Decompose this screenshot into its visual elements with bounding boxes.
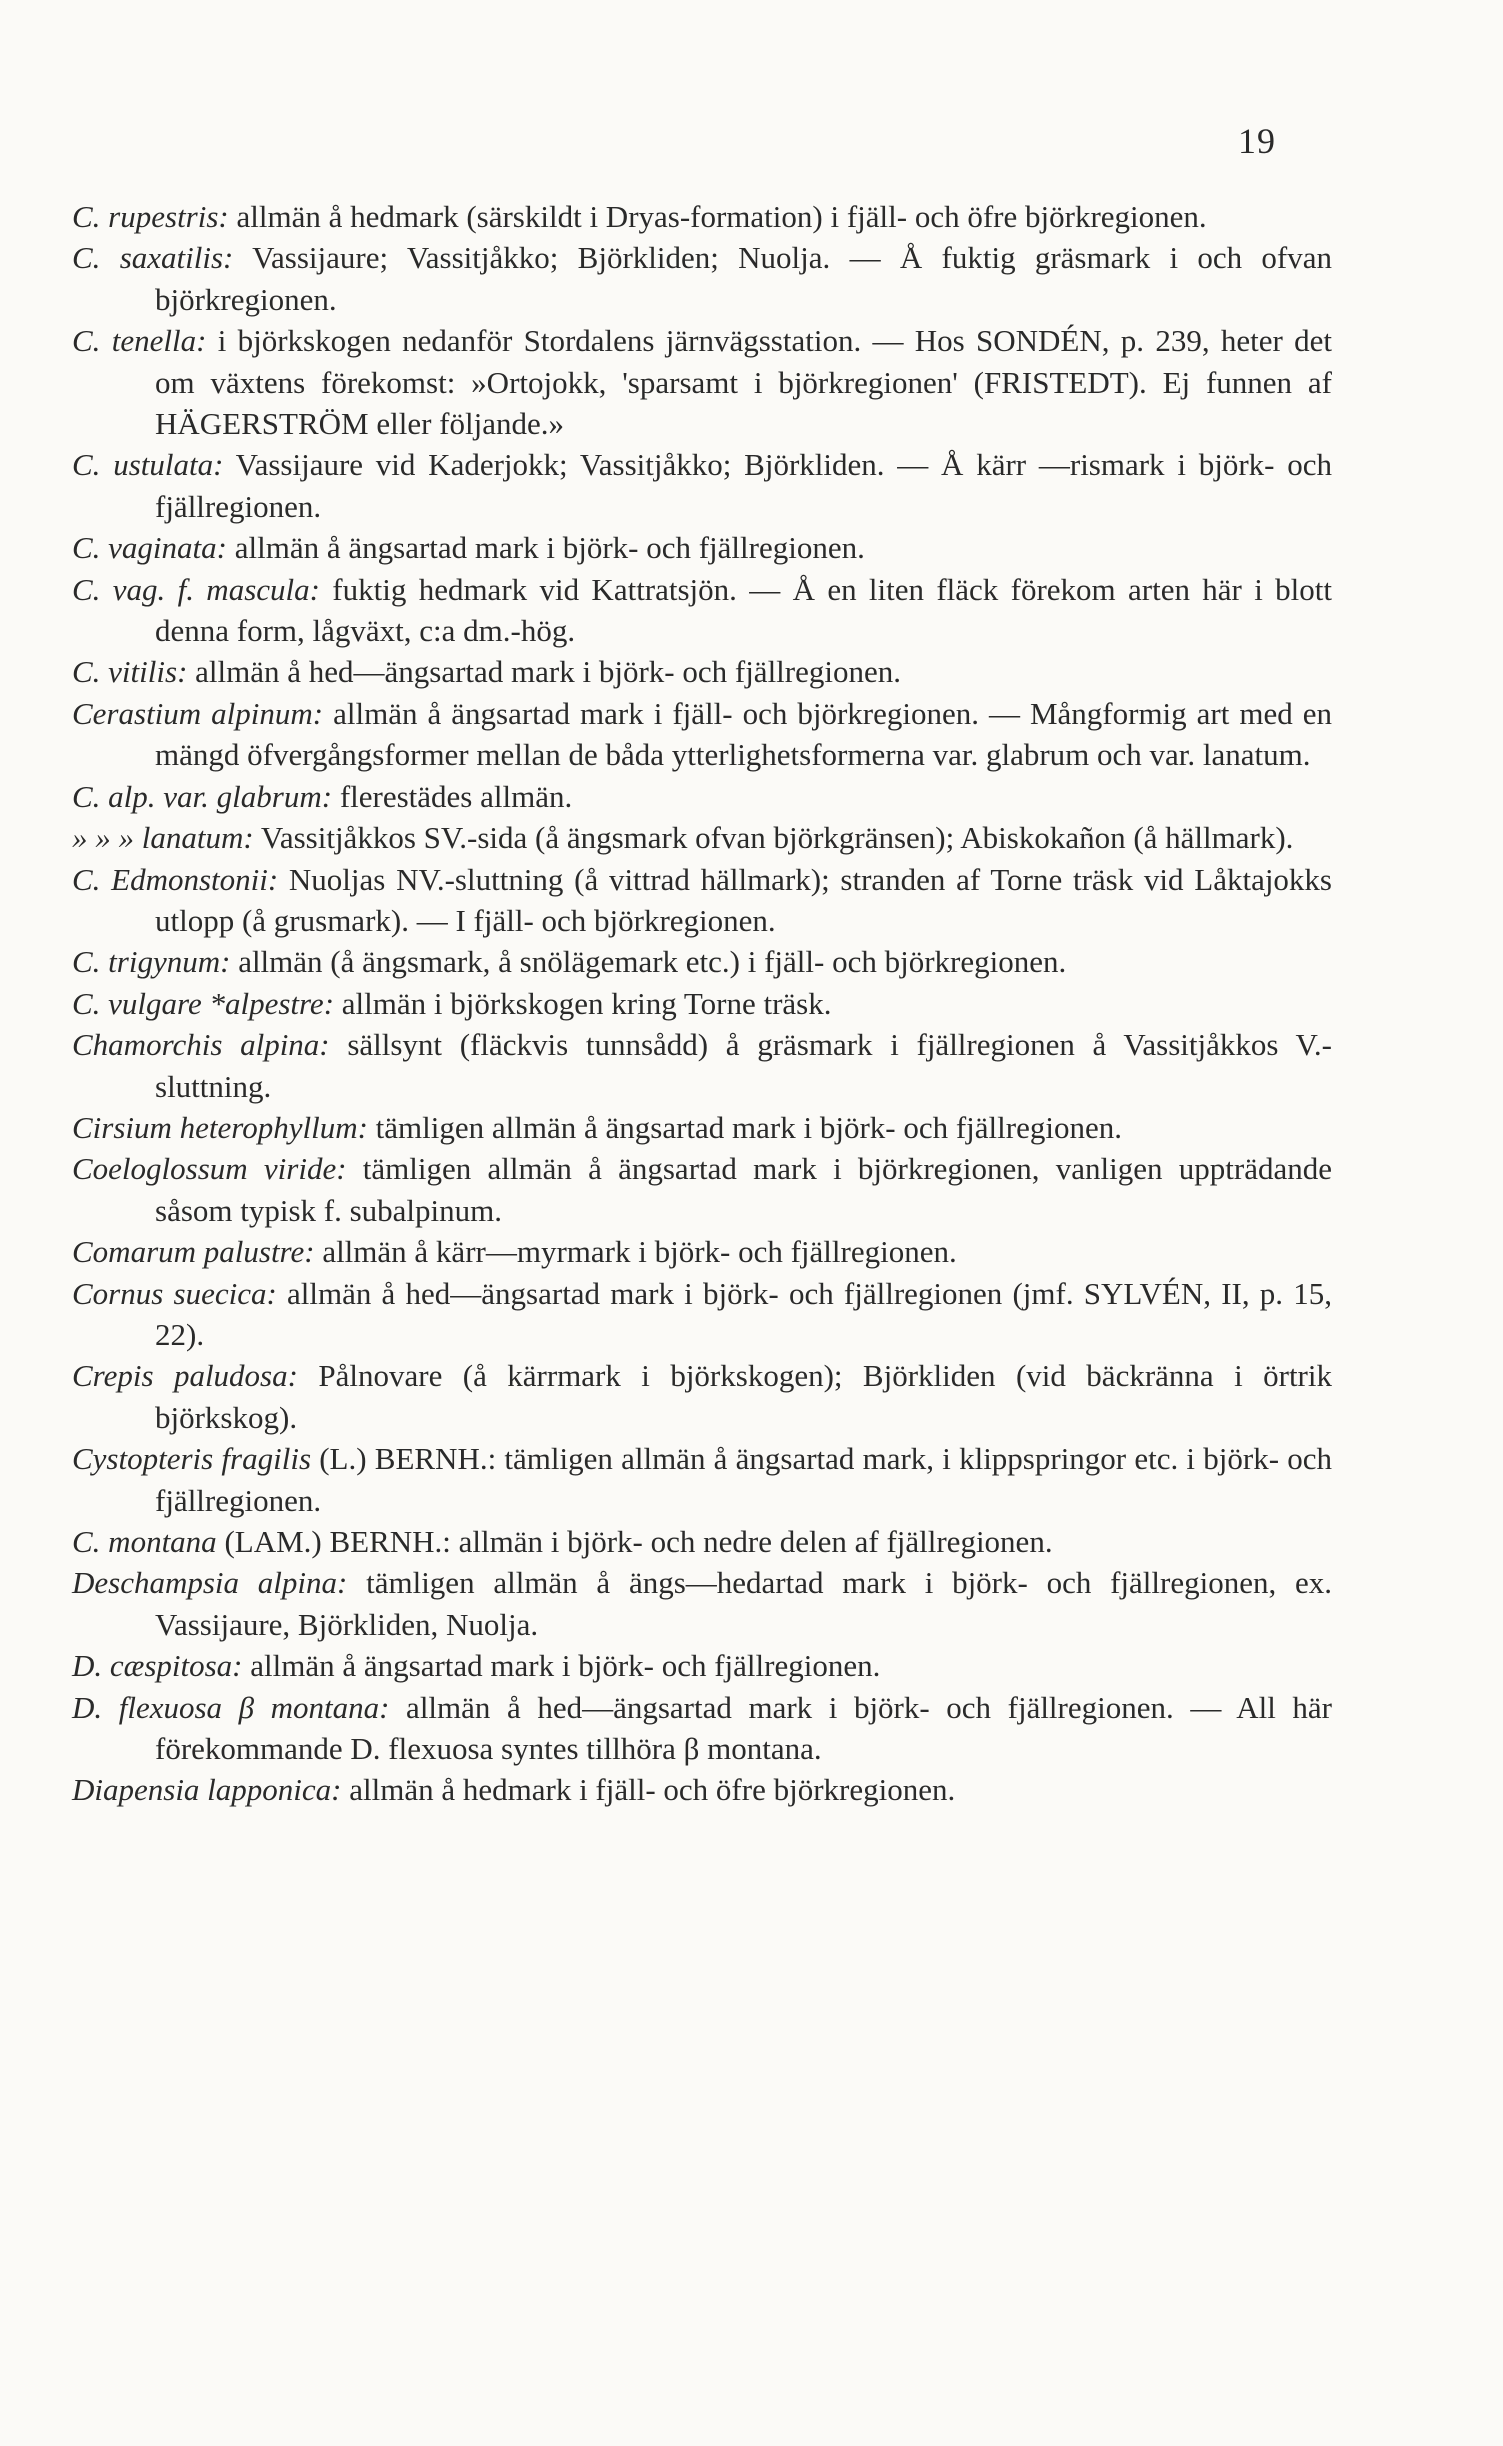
species-name: C. alp. var. glabrum:	[72, 778, 333, 814]
species-name: Coeloglossum viride:	[72, 1151, 347, 1187]
species-description: allmän å hedmark (särskildt i Dryas-formation) i fjäll- och öfre björkregionen.	[228, 199, 1207, 234]
species-entry	[72, 1024, 1332, 1107]
species-entry	[72, 527, 1332, 568]
species-name: D. cæspitosa:	[72, 1648, 243, 1684]
species-description: allmän i björkskogen kring Torne träsk.	[334, 985, 832, 1021]
species-entry	[72, 1231, 1332, 1272]
page-number: 19	[1238, 121, 1276, 161]
species-description: (L.) BERNH.: tämligen allmän å ängsartad mark, i klippspringor etc. i björk- och fjällregionen.	[155, 1441, 1332, 1518]
species-description: sällsynt (fläckvis tunnsådd) å gräsmark i fjällregionen å Vassitjåkkos V.-sluttning.	[155, 1027, 1332, 1104]
species-description: flerestädes allmän.	[332, 778, 573, 814]
species-entry	[72, 1273, 1332, 1356]
species-description: allmän å hed—ängsartad mark i björk- och fjällregionen. — All här förekommande D. flexuosa syntes tillhöra β montana.	[155, 1689, 1332, 1767]
species-name: C. vaginata:	[72, 530, 227, 566]
species-name: C. trigynum:	[72, 944, 231, 980]
species-entry	[72, 1687, 1332, 1770]
species-description: allmän å ängsartad mark i björk- och fjällregionen.	[242, 1648, 881, 1684]
species-description: Pålnovare (å kärrmark i björkskogen); Björkliden (vid bäckränna i örtrik björkskog).	[155, 1358, 1332, 1435]
species-entry	[72, 1645, 1332, 1686]
species-name: C. Edmonstonii:	[72, 861, 279, 897]
species-name: C. vulgare *alpestre:	[72, 985, 335, 1021]
species-entry	[72, 320, 1332, 444]
species-name: Cystopteris fragilis	[72, 1441, 312, 1477]
species-entry	[72, 859, 1332, 942]
species-description: Vassijaure; Vassitjåkko; Björkliden; Nuolja. — Å fuktig gräsmark i och ofvan björkregionen.	[155, 240, 1332, 317]
species-description: (LAM.) BERNH.: allmän i björk- och nedre delen af fjällregionen.	[216, 1524, 1053, 1559]
species-name: C. rupestris:	[72, 199, 229, 234]
species-description: tämligen allmän å ängsartad mark i björkregionen, vanligen uppträdande såsom typisk f. subalpinum.	[155, 1151, 1332, 1228]
species-entry	[72, 237, 1332, 320]
species-entry	[72, 196, 1332, 237]
species-description: Nuoljas NV.-sluttning (å vittrad hällmark); stranden af Torne träsk vid Låktajokks utlopp (å grusmark). — I fjäll- och björkregionen.	[155, 861, 1332, 938]
species-entry	[72, 1769, 1332, 1810]
species-entry	[72, 776, 1332, 817]
species-description: allmän å hed—ängsartad mark i björk- och fjällregionen (jmf. SYLVÉN, II, p. 15, 22).	[155, 1275, 1332, 1352]
species-entry	[72, 1355, 1332, 1438]
species-description: i björkskogen nedanför Stordalens järnvägsstation. — Hos SONDÉN, p. 239, heter det om växtens förekomst: »Ortojokk, 'sparsamt i björkregionen' (FRISTEDT). Ej funnen af HÄGERSTRÖM eller följande.»	[155, 323, 1333, 442]
species-entry	[72, 817, 1332, 858]
species-name: C. tenella:	[72, 323, 207, 359]
species-name: Cerastium alpinum:	[72, 695, 324, 731]
species-description: fuktig hedmark vid Kattratsjön. — Å en liten fläck förekom arten här i blott denna form, lågväxt, c:a dm.-hög.	[155, 571, 1332, 649]
species-name: C. vitilis:	[72, 654, 188, 690]
species-name: C. vag. f. mascula:	[72, 571, 320, 607]
species-entry	[72, 1562, 1332, 1645]
species-name: C. saxatilis:	[72, 240, 234, 276]
species-entry	[72, 983, 1332, 1024]
species-name: Cornus suecica:	[72, 1275, 277, 1311]
species-entry	[72, 693, 1332, 776]
species-description: allmän å kärr—myrmark i björk- och fjällregionen.	[314, 1234, 957, 1270]
species-name: D. flexuosa β montana:	[72, 1689, 390, 1725]
species-name: Comarum palustre:	[72, 1234, 315, 1270]
species-entry	[72, 651, 1332, 692]
species-description: Vassitjåkkos SV.-sida (å ängsmark ofvan björkgränsen); Abiskokañon (å hällmark).	[253, 820, 1294, 856]
species-name: Deschampsia alpina:	[72, 1565, 348, 1601]
species-name: Chamorchis alpina:	[72, 1027, 330, 1063]
species-entry	[72, 444, 1332, 527]
species-name: Crepis paludosa:	[72, 1358, 298, 1394]
species-description: allmän å hed—ängsartad mark i björk- och fjällregionen.	[187, 654, 901, 690]
species-description: allmän å ängsartad mark i björk- och fjällregionen.	[227, 530, 865, 566]
species-entry	[72, 941, 1332, 982]
species-entry	[72, 569, 1332, 652]
species-name: C. montana	[72, 1524, 217, 1559]
species-description: allmän å ängsartad mark i fjäll- och björkregionen. — Mångformig art med en mängd öfvergångsformer mellan de båda ytterlighetsformerna var. glabrum och var. lanatum.	[155, 695, 1332, 773]
species-description: tämligen allmän å ängsartad mark i björk- och fjällregionen.	[367, 1109, 1122, 1145]
species-entry	[72, 1148, 1332, 1231]
species-name: » » » lanatum:	[72, 820, 254, 856]
species-entry	[72, 1521, 1332, 1562]
species-name: C. ustulata:	[72, 447, 224, 483]
species-entry	[72, 1438, 1332, 1521]
species-name: Diapensia lapponica:	[72, 1772, 342, 1808]
species-list	[72, 196, 1332, 1811]
species-description: tämligen allmän å ängs—hedartad mark i björk- och fjällregionen, ex. Vassijaure, Björkliden, Nuolja.	[155, 1565, 1332, 1642]
species-entry	[72, 1107, 1332, 1148]
species-description: Vassijaure vid Kaderjokk; Vassitjåkko; Björkliden. — Å kärr —rismark i björk- och fjällregionen.	[155, 447, 1332, 524]
species-name: Cirsium heterophyllum:	[72, 1109, 368, 1145]
species-description: allmän å hedmark i fjäll- och öfre björkregionen.	[341, 1772, 956, 1808]
species-description: allmän (å ängsmark, å snölägemark etc.) i fjäll- och björkregionen.	[230, 944, 1067, 980]
